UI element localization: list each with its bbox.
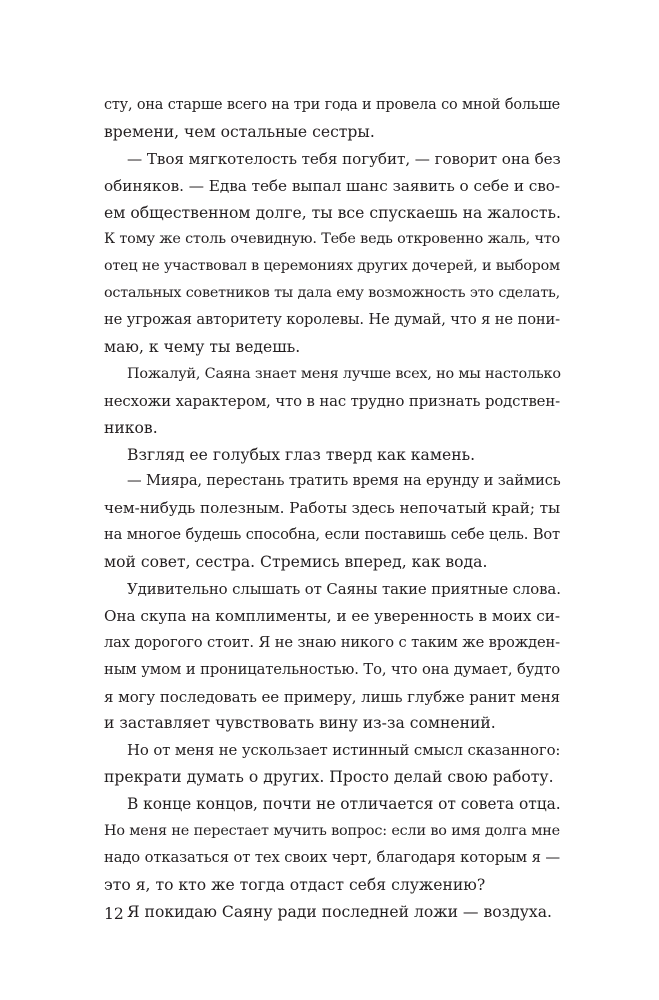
text-line: Но от меня не ускользает истинный смысл сказанного: — [127, 741, 561, 760]
text-line: К тому же столь очевидную. Тебе ведь откровенно жаль, что — [104, 231, 560, 248]
text-line: обиняков. — Едва тебе выпал шанс заявить о себе и сво- — [104, 176, 560, 195]
text-line: ным умом и проницательностью. То, что она думает, будто — [104, 660, 560, 678]
text-line: — Мияра, перестань тратить время на ерунду и займись — [127, 472, 561, 490]
page-number: 12 — [104, 905, 124, 923]
text-line: чем-нибудь полезным. Работы здесь непочатый край; ты — [104, 499, 560, 518]
text-line: я могу последовать ее примеру, лишь глубже ранит меня — [104, 687, 560, 706]
text-line: Но меня не перестает мучить вопрос: если во имя долга мне — [104, 823, 560, 840]
text-line: лах дорогого стоит. Я не знаю никого с таким же врожден- — [104, 633, 560, 651]
text-line: и заставляет чувствовать вину из-за сомнений. — [104, 714, 496, 733]
text-line: Пожалуй, Саяна знает меня лучше всех, но мы настолько — [127, 365, 561, 382]
text-line: маю, к чему ты ведешь. — [104, 338, 301, 357]
text-line: Она скупа на комплименты, и ее уверенность в моих си- — [104, 606, 560, 625]
text-line: отец не участвовал в церемониях других дочерей, и выбором — [104, 258, 560, 275]
text-line: мой совет, сестра. Стремись вперед, как вода. — [104, 553, 488, 572]
text-line: В конце концов, почти не отличается от совета отца. — [127, 795, 561, 814]
text-line: ников. — [104, 418, 158, 437]
text-line: не угрожая авторитету королевы. Не думай, что я не пони- — [104, 311, 560, 329]
text-line: — Твоя мягкотелость тебя погубит, — говорит она без — [127, 149, 561, 168]
text-line: Я покидаю Саяну ради последней ложи — воздуха. — [127, 902, 552, 921]
text-line: ем общественном долге, ты все спускаешь на жалость. — [104, 203, 561, 222]
body-text — [104, 92, 560, 926]
text-line: несхожи характером, что в нас трудно признать родствен- — [104, 391, 561, 410]
text-line: это я, то кто же тогда отдаст себя служению? — [104, 875, 486, 894]
text-line: остальных советников ты дала ему возможность это сделать, — [104, 285, 560, 302]
text-line: на многое будешь способна, если поставишь себе цель. Вот — [104, 526, 560, 544]
text-line: прекрати думать о других. Просто делай свою работу. — [104, 768, 554, 787]
text-line: Взгляд ее голубых глаз тверд как камень. — [127, 445, 476, 464]
text-line: Удивительно слышать от Саяны такие приятные слова. — [127, 580, 561, 599]
text-line: времени, чем остальные сестры. — [104, 122, 375, 141]
text-line: сту, она старше всего на три года и провела со мной больше — [104, 97, 560, 113]
text-line: надо отказаться от тех своих черт, благодаря которым я — — [104, 848, 560, 866]
